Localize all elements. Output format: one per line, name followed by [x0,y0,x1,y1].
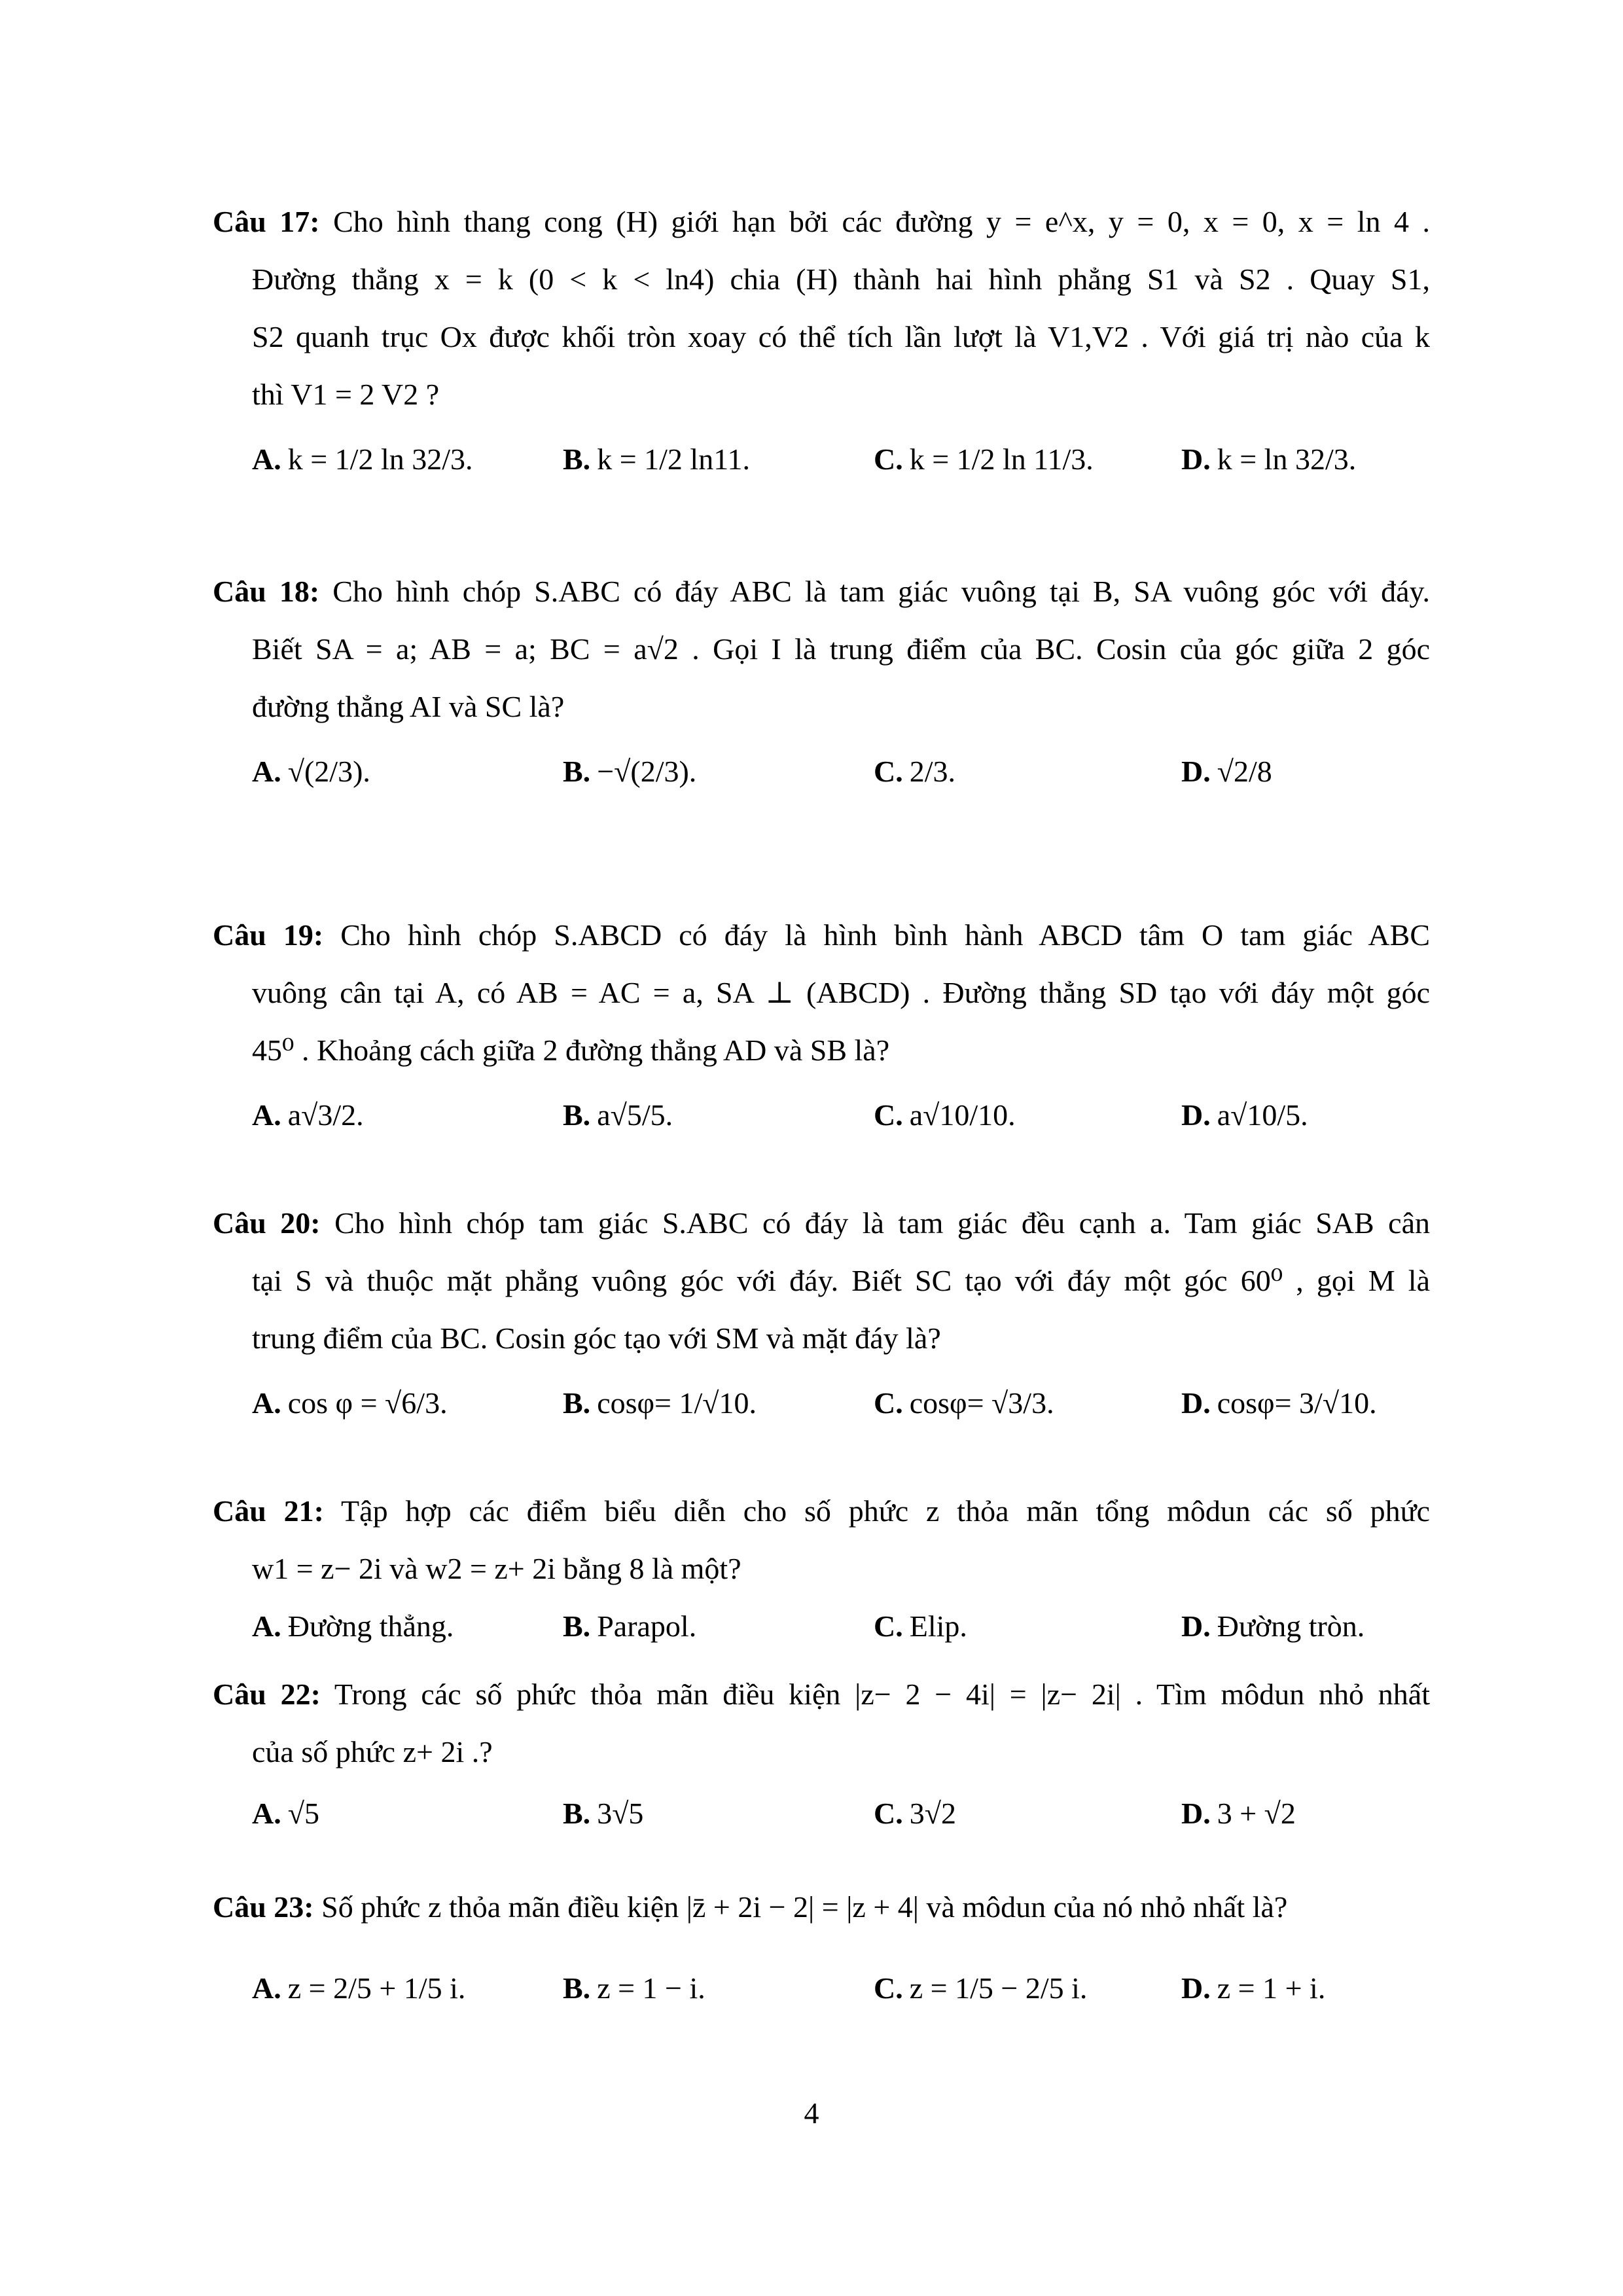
question-17-line-4: thì V1 = 2 V2 ? [252,378,440,411]
question-18-options [213,736,1430,808]
question-19-line-1 [213,906,1430,964]
option-text: k = 1/2 ln11. [597,442,750,476]
option-text: cosφ= 1/√10. [597,1386,757,1420]
option-text: z = 1 − i. [597,1971,705,2005]
option-17-b[interactable]: B. k = 1/2 ln11. [563,423,750,495]
question-17-line-3: S2 quanh trục Ox được khối tròn xoay có thể tích lần lượt là V1,V2 . Với giá trị nào của k [252,320,1430,353]
question-23-text-1: Số phức z thỏa mãn điều kiện |z̄ + 2i − 2| = |z + 4| và môdun của nó nhỏ nhất là? [321,1890,1288,1924]
question-22-text-1: Trong các số phức thỏa mãn điều kiện |z− 2 − 4i| = |z− 2i| . Tìm môdun nhỏ nhất [334,1677,1430,1711]
option-21-c[interactable]: C. Elip. [874,1598,967,1655]
question-18-line-2: Biết SA = a; AB = a; BC = a√2 . Gọi I là trung điểm của BC. Cosin của góc giữa 2 góc [252,632,1430,666]
option-text: k = ln 32/3. [1217,442,1357,476]
question-21-text-1: Tập hợp các điểm biểu diễn cho số phức z thỏa mãn tổng môdun các số phức [341,1494,1430,1528]
question-20-line-1 [213,1194,1430,1252]
question-19-options [213,1079,1430,1151]
option-18-c[interactable]: C. 2/3. [874,736,955,808]
option-20-c[interactable]: C. cosφ= √3/3. [874,1367,1054,1439]
option-text: z = 1/5 − 2/5 i. [909,1971,1088,2005]
option-18-b[interactable]: B. −√(2/3). [563,736,696,808]
option-text: cosφ= 3/√10. [1217,1386,1377,1420]
option-19-b[interactable]: B. a√5/5. [563,1079,673,1151]
option-17-c[interactable]: C. k = 1/2 ln 11/3. [874,423,1094,495]
question-17-label: Câu 17: [213,205,320,238]
option-text: z = 1 + i. [1217,1971,1326,2005]
question-23-label: Câu 23: [213,1890,314,1924]
question-20-line-2: tại S và thuộc mặt phẳng vuông góc với đáy. Biết SC tạo với đáy một góc 60⁰ , gọi M là [252,1264,1430,1297]
question-21-label: Câu 21: [213,1494,324,1528]
option-text: a√10/10. [909,1098,1016,1132]
question-19 [213,906,1430,1151]
option-21-d[interactable]: D. Đường tròn. [1181,1598,1364,1655]
option-17-a[interactable]: A. k = 1/2 ln 32/3. [252,423,473,495]
option-text: 3 + √2 [1217,1797,1296,1830]
option-21-b[interactable]: B. Parapol. [563,1598,696,1655]
question-18 [213,563,1430,808]
option-23-b[interactable]: B. z = 1 − i. [563,1949,705,2028]
option-19-c[interactable]: C. a√10/10. [874,1079,1016,1151]
option-text: Parapol. [597,1609,697,1643]
option-20-b[interactable]: B. cosφ= 1/√10. [563,1367,757,1439]
question-18-line-1 [213,563,1430,620]
option-20-d[interactable]: D. cosφ= 3/√10. [1181,1367,1377,1439]
option-22-a[interactable]: A. √5 [252,1781,319,1846]
question-22-line-1 [213,1666,1430,1723]
question-20-line-3: trung điểm của BC. Cosin góc tạo với SM và mặt đáy là? [252,1321,941,1355]
question-23 [213,1878,1430,2028]
question-19-line-2: vuông cân tại A, có AB = AC = a, SA ⊥ (ABCD) . Đường thẳng SD tạo với đáy một góc [252,976,1430,1009]
question-21 [213,1482,1430,1655]
option-text: k = 1/2 ln 32/3. [287,442,473,476]
option-18-a[interactable]: A. √(2/3). [252,736,370,808]
option-text: −√(2/3). [597,755,697,788]
option-22-d[interactable]: D. 3 + √2 [1181,1781,1296,1846]
question-20 [213,1194,1430,1439]
option-23-a[interactable]: A. z = 2/5 + 1/5 i. [252,1949,465,2028]
option-22-b[interactable]: B. 3√5 [563,1781,643,1846]
option-22-c[interactable]: C. 3√2 [874,1781,956,1846]
option-text: a√10/5. [1217,1098,1308,1132]
option-text: Đường thẳng. [287,1609,454,1643]
question-20-text-1: Cho hình chóp tam giác S.ABC có đáy là tam giác đều cạnh a. Tam giác SAB cân [334,1206,1431,1240]
question-21-line-1 [213,1482,1430,1540]
question-19-text-1: Cho hình chóp S.ABCD có đáy là hình bình hành ABCD tâm O tam giác ABC [340,918,1431,952]
question-17-options [213,423,1430,495]
question-17-text-1: Cho hình thang cong (H) giới hạn bởi các đường y = e^x, y = 0, x = 0, x = ln 4 . [333,205,1430,238]
option-19-d[interactable]: D. a√10/5. [1181,1079,1308,1151]
question-18-line-3: đường thẳng AI và SC là? [252,690,565,723]
option-18-d[interactable]: D. √2/8 [1181,736,1272,808]
option-19-a[interactable]: A. a√3/2. [252,1079,364,1151]
question-23-line-1 [213,1878,1430,1936]
option-text: Elip. [909,1609,967,1643]
option-text: z = 2/5 + 1/5 i. [287,1971,466,2005]
option-23-c[interactable]: C. z = 1/5 − 2/5 i. [874,1949,1087,2028]
option-text: √(2/3). [287,755,370,788]
page-number: 4 [804,2096,819,2130]
question-17-line-1 [213,193,1430,251]
question-18-text-1: Cho hình chóp S.ABC có đáy ABC là tam giác vuông tại B, SA vuông góc với đáy. [332,575,1431,608]
question-22-options [213,1781,1430,1846]
option-text: cos φ = √6/3. [287,1386,448,1420]
option-text: k = 1/2 ln 11/3. [909,442,1094,476]
question-22-label: Câu 22: [213,1677,321,1711]
option-text: 3√2 [909,1797,956,1830]
question-17 [213,193,1430,495]
question-19-label: Câu 19: [213,918,324,952]
option-text: 2/3. [909,755,956,788]
question-22 [213,1666,1430,1846]
question-21-line-2: w1 = z− 2i và w2 = z+ 2i bằng 8 là một? [252,1552,741,1585]
option-23-d[interactable]: D. z = 1 + i. [1181,1949,1325,2028]
question-20-options [213,1367,1430,1439]
question-22-line-2: của số phức z+ 2i .? [252,1735,493,1768]
question-18-label: Câu 18: [213,575,320,608]
option-text: √5 [287,1797,319,1830]
option-text: a√5/5. [597,1098,673,1132]
option-17-d[interactable]: D. k = ln 32/3. [1181,423,1356,495]
option-text: √2/8 [1217,755,1272,788]
question-20-label: Câu 20: [213,1206,321,1240]
question-17-line-2: Đường thẳng x = k (0 < k < ln4) chia (H) thành hai hình phẳng S1 và S2 . Quay S1, [252,262,1430,296]
question-21-options [213,1598,1430,1655]
question-23-options [213,1949,1430,2028]
question-19-line-3: 45⁰ . Khoảng cách giữa 2 đường thẳng AD và SB là? [252,1033,890,1067]
option-21-a[interactable]: A. Đường thẳng. [252,1598,454,1655]
option-20-a[interactable]: A. cos φ = √6/3. [252,1367,448,1439]
option-text: Đường tròn. [1217,1609,1365,1643]
option-text: a√3/2. [287,1098,364,1132]
option-text: 3√5 [597,1797,644,1830]
option-text: cosφ= √3/3. [909,1386,1054,1420]
